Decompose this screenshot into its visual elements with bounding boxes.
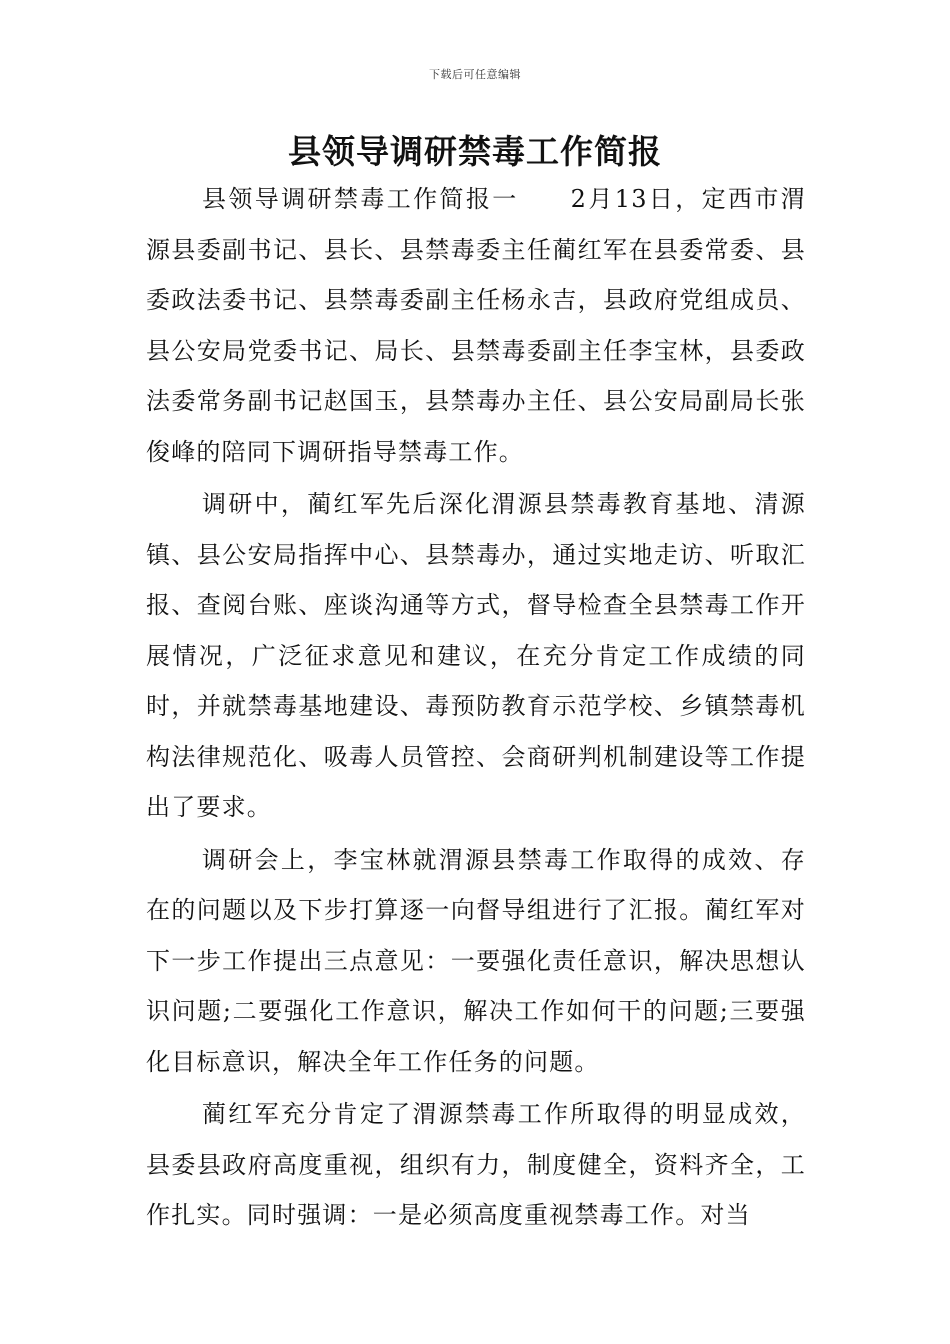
document-body [146,174,806,1243]
document-title: 县领导调研禁毒工作简报 [288,132,662,171]
paragraph-1-lead: 县领导调研禁毒工作简报一 [202,185,519,213]
header-note: 下载后可任意编辑 [429,68,521,81]
paragraph-3: 调研会上，李宝林就渭源县禁毒工作取得的成效、存在的问题以及下步打算逐一向督导组进行了汇报。蔺红军对下一步工作提出三点意见：一要强化责任意识，解决思想认识问题;二要强化工作意识，解决工作如何干的问题;三要强化目标意识，解决全年工作任务的问题。 [146,845,806,1076]
paragraph-1 [146,174,806,477]
paragraph-4: 蔺红军充分肯定了渭源禁毒工作所取得的明显成效，县委县政府高度重视，组织有力，制度健全，资料齐全，工作扎实。同时强调：一是必须高度重视禁毒工作。对当 [146,1100,806,1229]
paragraph-2: 调研中，蔺红军先后深化渭源县禁毒教育基地、清源镇、县公安局指挥中心、县禁毒办，通过实地走访、听取汇报、查阅台账、座谈沟通等方式，督导检查全县禁毒工作开展情况，广泛征求意见和建议，在充分肯定工作成绩的同时，并就禁毒基地建设、毒预防教育示范学校、乡镇禁毒机构法律规范化、吸毒人员管控、会商研判机制建设等工作提出了要求。 [146,490,806,821]
paragraph-1-text: 2月13日，定西市渭源县委副书记、县长、县禁毒委主任蔺红军在县委常委、县委政法委书记、县禁毒委副主任杨永吉，县政府党组成员、县公安局党委书记、局长、县禁毒委副主任李宝林，县委政法委常务副书记赵国玉，县禁毒办主任、县公安局副局长张俊峰的陪同下调研指导禁毒工作。 [146,185,806,466]
